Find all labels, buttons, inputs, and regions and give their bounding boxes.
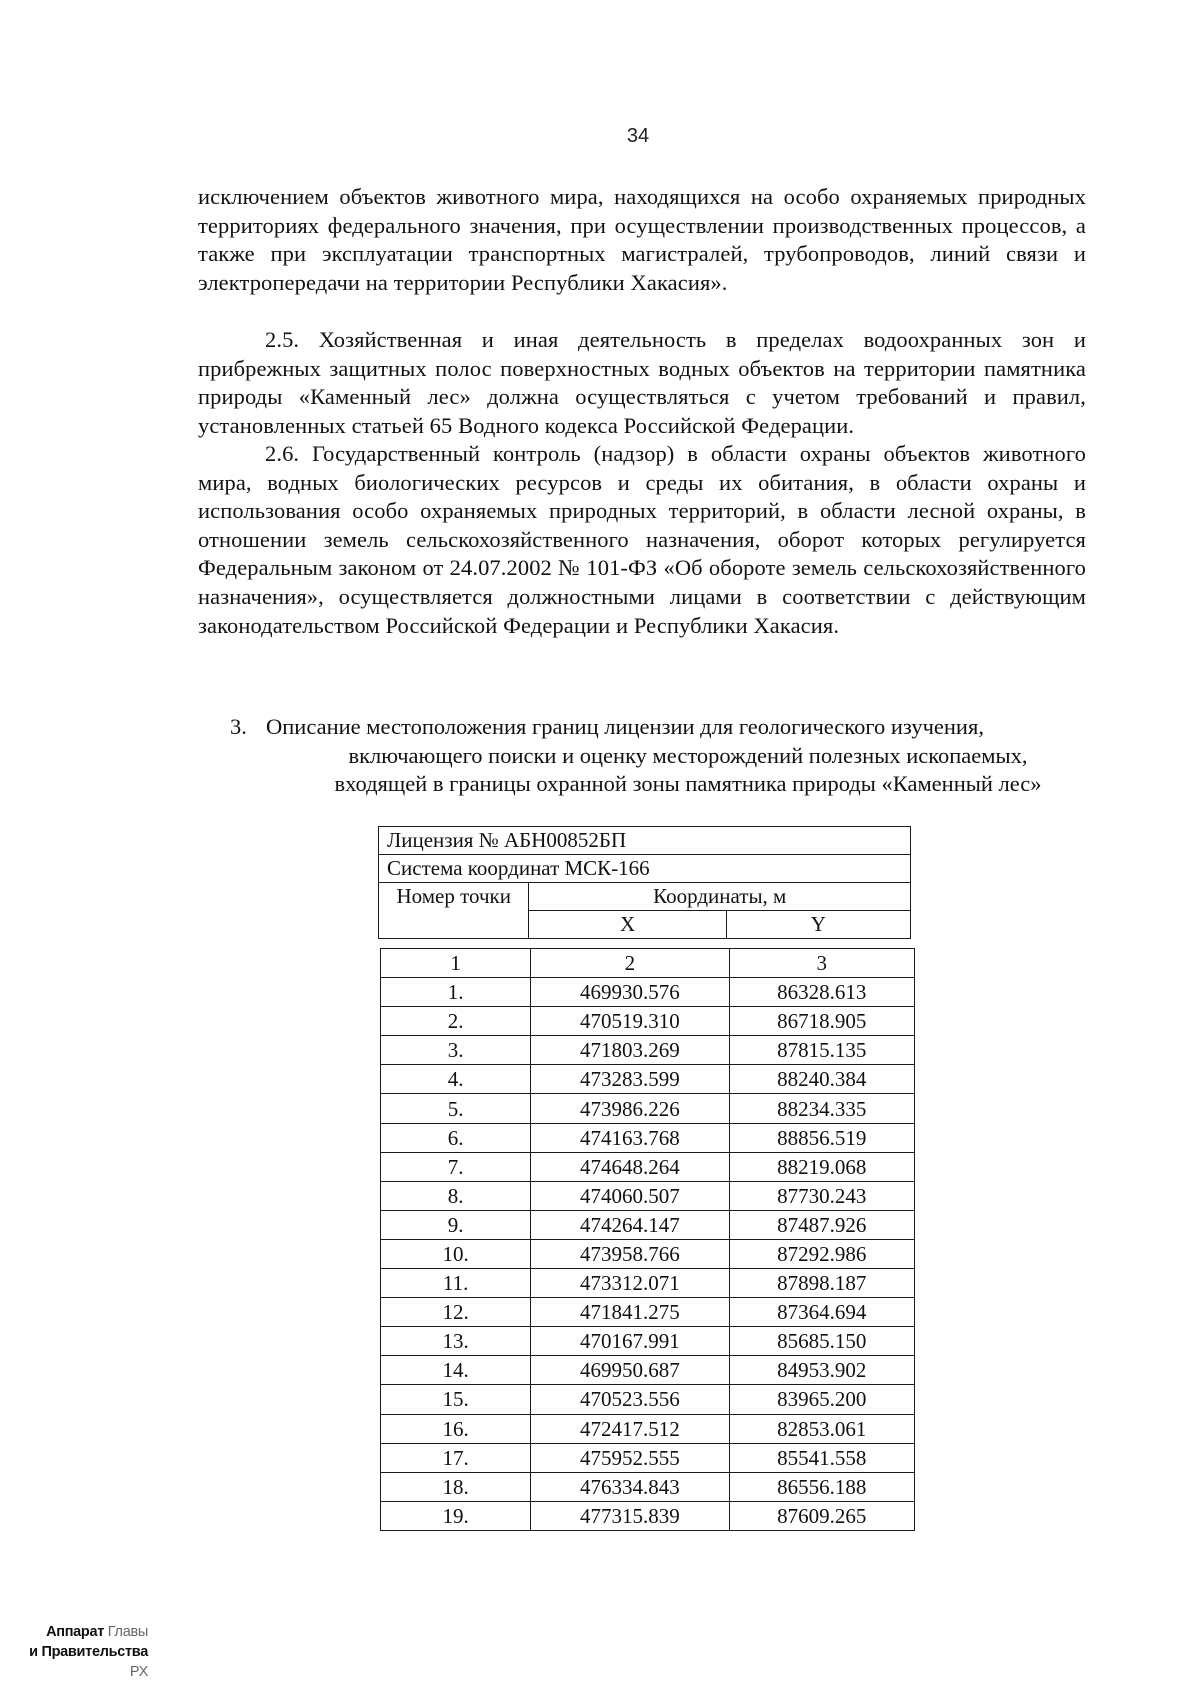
table-row bbox=[381, 1414, 915, 1443]
y-value: 87364.694 bbox=[729, 1298, 914, 1327]
table-row bbox=[381, 1472, 915, 1501]
table-row bbox=[381, 1181, 915, 1210]
y-value: 83965.200 bbox=[729, 1385, 914, 1414]
point-number: 19. bbox=[381, 1501, 531, 1530]
stamp-line-1-rest: Главы bbox=[107, 1624, 148, 1640]
y-value: 87898.187 bbox=[729, 1269, 914, 1298]
point-number: 16. bbox=[381, 1414, 531, 1443]
y-value: 85541.558 bbox=[729, 1443, 914, 1472]
y-value: 88856.519 bbox=[729, 1123, 914, 1152]
point-number-header: Номер точки bbox=[379, 883, 529, 939]
y-value: 88240.384 bbox=[729, 1065, 914, 1094]
table-row bbox=[381, 978, 915, 1007]
paragraph-2-6 bbox=[198, 440, 1086, 640]
section-title-line-2: включающего поиски и оценку месторождений полезных ископаемых, bbox=[348, 742, 1028, 768]
coordinates-table-header bbox=[378, 826, 911, 939]
license-row bbox=[379, 827, 911, 855]
x-value: 477315.839 bbox=[531, 1501, 729, 1530]
x-value: 470519.310 bbox=[531, 1007, 729, 1036]
y-value: 84953.902 bbox=[729, 1356, 914, 1385]
table-row bbox=[381, 1443, 915, 1472]
point-number: 18. bbox=[381, 1472, 531, 1501]
section-3-heading bbox=[230, 713, 1110, 799]
x-value: 474648.264 bbox=[531, 1152, 729, 1181]
x-value: 472417.512 bbox=[531, 1414, 729, 1443]
y-value: 86556.188 bbox=[729, 1472, 914, 1501]
y-value: 87609.265 bbox=[729, 1501, 914, 1530]
paragraph-2-5-text: 2.5. Хозяйственная и иная деятельность в пределах водоохранных зон и прибрежных защитных полос поверхностных водных объектов на территории памятника природы «Каменный лес» должна осуществляться с учетом требований и правил, установленных статьей 65 Водного кодекса Российской Федерации. bbox=[198, 327, 1086, 438]
x-header: X bbox=[529, 911, 726, 939]
section-number: 3. bbox=[230, 714, 247, 739]
y-value: 87487.926 bbox=[729, 1210, 914, 1239]
point-number: 6. bbox=[381, 1123, 531, 1152]
x-value: 470523.556 bbox=[531, 1385, 729, 1414]
y-value: 86718.905 bbox=[729, 1007, 914, 1036]
stamp-line-2-rest: РХ bbox=[129, 1664, 148, 1680]
y-value: 87292.986 bbox=[729, 1239, 914, 1268]
x-value: 469950.687 bbox=[531, 1356, 729, 1385]
y-value: 87815.135 bbox=[729, 1036, 914, 1065]
point-number: 4. bbox=[381, 1065, 531, 1094]
paragraph-continuation-text: исключением объектов животного мира, находящихся на особо охраняемых природных территориях федерального значения, при осуществлении производственных процессов, а также при эксплуатации транспортных магистралей, трубопроводов, линий связи и электропередачи на территории Республики Хакасия». bbox=[198, 184, 1086, 295]
section-title-line-1: Описание местоположения границ лицензии для геологического изучения, bbox=[266, 714, 984, 739]
table-row bbox=[381, 1065, 915, 1094]
table-row bbox=[381, 1385, 915, 1414]
table-row bbox=[381, 1356, 915, 1385]
coordinates-header: Координаты, м bbox=[529, 883, 911, 911]
x-value: 473986.226 bbox=[531, 1094, 729, 1123]
x-value: 475952.555 bbox=[531, 1443, 729, 1472]
column-index-1: 1 bbox=[381, 949, 531, 978]
y-value: 88219.068 bbox=[729, 1152, 914, 1181]
x-value: 474163.768 bbox=[531, 1123, 729, 1152]
x-value: 474060.507 bbox=[531, 1181, 729, 1210]
table-row bbox=[381, 1269, 915, 1298]
point-number: 9. bbox=[381, 1210, 531, 1239]
x-value: 476334.843 bbox=[531, 1472, 729, 1501]
stamp-line-2-bold: и Правительства bbox=[29, 1644, 148, 1660]
table-row bbox=[381, 1123, 915, 1152]
paragraph-2-6-text: 2.6. Государственный контроль (надзор) в области охраны объектов животного мира, водных биологических ресурсов и среды их обитания, в области охраны и использования особо охраняемых природных территорий, в области лесной охраны, в отношении земель сельскохозяйственного назначения, оборот которых регулируется Федеральным законом от 24.07.2002 № 101-ФЗ «Об обороте земель сельскохозяйственного назначения», осуществляется должностными лицами в соответствии с действующим законодательством Российской Федерации и Республики Хакасия. bbox=[198, 441, 1086, 638]
point-number: 11. bbox=[381, 1269, 531, 1298]
y-value: 87730.243 bbox=[729, 1181, 914, 1210]
x-value: 474264.147 bbox=[531, 1210, 729, 1239]
y-value: 85685.150 bbox=[729, 1327, 914, 1356]
y-value: 82853.061 bbox=[729, 1414, 914, 1443]
point-number: 17. bbox=[381, 1443, 531, 1472]
point-number: 5. bbox=[381, 1094, 531, 1123]
stamp-line-1 bbox=[10, 1622, 148, 1642]
table-row bbox=[381, 1036, 915, 1065]
section-title-line-3: входящей в границы охранной зоны памятника природы «Каменный лес» bbox=[334, 771, 1042, 797]
y-value: 88234.335 bbox=[729, 1094, 914, 1123]
coord-system-row bbox=[379, 855, 911, 883]
table-row bbox=[381, 1007, 915, 1036]
license-cell: Лицензия № АБН00852БП bbox=[379, 827, 911, 855]
table-row bbox=[381, 1501, 915, 1530]
issuer-stamp bbox=[10, 1622, 148, 1682]
stamp-line-1-bold: Аппарат bbox=[46, 1624, 105, 1640]
table-row bbox=[381, 1298, 915, 1327]
paragraph-continuation bbox=[198, 183, 1086, 297]
coordinates-table-body bbox=[380, 948, 915, 1531]
coord-system-cell: Система координат МСК-166 bbox=[379, 855, 911, 883]
x-value: 471803.269 bbox=[531, 1036, 729, 1065]
x-value: 473958.766 bbox=[531, 1239, 729, 1268]
point-number: 14. bbox=[381, 1356, 531, 1385]
x-value: 471841.275 bbox=[531, 1298, 729, 1327]
column-header-row bbox=[379, 883, 911, 911]
x-value: 469930.576 bbox=[531, 978, 729, 1007]
point-number: 1. bbox=[381, 978, 531, 1007]
x-value: 470167.991 bbox=[531, 1327, 729, 1356]
table-row bbox=[381, 1239, 915, 1268]
table-row bbox=[381, 1152, 915, 1181]
point-number: 10. bbox=[381, 1239, 531, 1268]
table-row bbox=[381, 1327, 915, 1356]
y-value: 86328.613 bbox=[729, 978, 914, 1007]
x-value: 473283.599 bbox=[531, 1065, 729, 1094]
section-3-heading-line-1 bbox=[230, 713, 1110, 742]
column-index-3: 3 bbox=[729, 949, 914, 978]
column-index-row bbox=[381, 949, 915, 978]
table-row bbox=[381, 1094, 915, 1123]
point-number: 2. bbox=[381, 1007, 531, 1036]
point-number: 8. bbox=[381, 1181, 531, 1210]
paragraph-2-5 bbox=[198, 326, 1086, 440]
point-number: 12. bbox=[381, 1298, 531, 1327]
column-index-2: 2 bbox=[531, 949, 729, 978]
page-number: 34 bbox=[626, 125, 650, 147]
table-row bbox=[381, 1210, 915, 1239]
point-number: 15. bbox=[381, 1385, 531, 1414]
x-value: 473312.071 bbox=[531, 1269, 729, 1298]
y-header: Y bbox=[726, 911, 910, 939]
point-number: 13. bbox=[381, 1327, 531, 1356]
point-number: 7. bbox=[381, 1152, 531, 1181]
point-number: 3. bbox=[381, 1036, 531, 1065]
stamp-line-2 bbox=[10, 1642, 148, 1682]
